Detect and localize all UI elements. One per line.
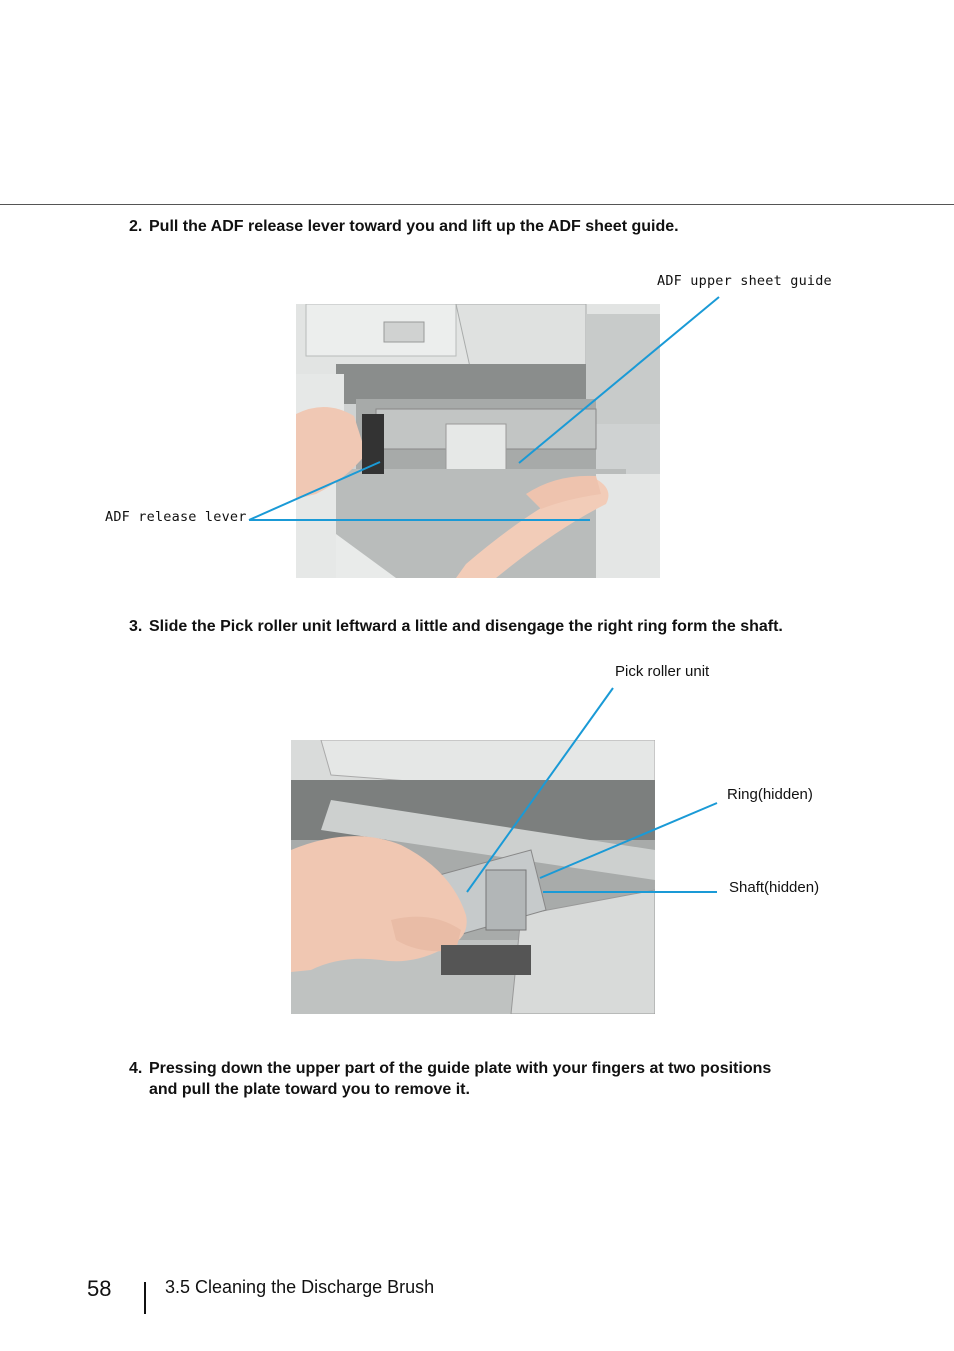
label-adf-release-lever: ADF release lever	[105, 509, 247, 525]
step-2-instruction	[129, 216, 679, 237]
label-ring-hidden: Ring(hidden)	[727, 786, 813, 803]
step-3-text: Slide the Pick roller unit leftward a little and disengage the right ring form the shaft.	[149, 618, 783, 635]
photo-adf-release-illustration	[296, 304, 660, 578]
footer-divider	[144, 1282, 146, 1314]
step-4-number: 4.	[129, 1060, 143, 1077]
footer-section-title: 3.5 Cleaning the Discharge Brush	[165, 1277, 435, 1297]
photo-adf-release	[296, 304, 660, 578]
photo-pick-roller	[291, 740, 655, 1014]
page-number: 58	[87, 1276, 112, 1301]
header-rule	[0, 204, 954, 205]
label-pick-roller-unit: Pick roller unit	[615, 663, 710, 680]
step-2-number: 2.	[129, 218, 143, 235]
label-adf-upper-sheet-guide: ADF upper sheet guide	[657, 273, 832, 289]
step-3-number: 3.	[129, 618, 143, 635]
step-4-text-line2: and pull the plate toward you to remove it.	[149, 1081, 470, 1098]
photo-pick-roller-illustration	[291, 740, 655, 1014]
label-shaft-hidden: Shaft(hidden)	[729, 879, 820, 896]
step-2-text: Pull the ADF release lever toward you and lift up the ADF sheet guide.	[149, 218, 679, 235]
step-4-text-line1: Pressing down the upper part of the guide plate with your fingers at two positions	[149, 1060, 772, 1077]
step-3-instruction	[129, 616, 783, 637]
step-4-instruction	[129, 1058, 771, 1100]
